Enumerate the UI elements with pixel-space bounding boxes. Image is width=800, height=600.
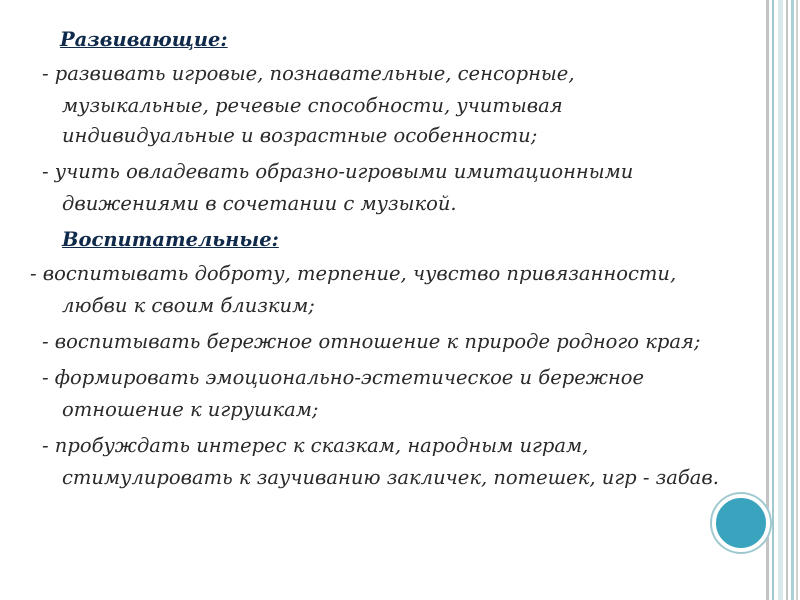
heading-educational: Воспитательные: (62, 228, 279, 251)
list-line: движениями в сочетании с музыкой. (62, 192, 457, 215)
list-line: - воспитывать доброту, терпение, чувство привязанности, (30, 262, 677, 285)
heading-developing: Развивающие: (60, 28, 228, 51)
list-line: - развивать игровые, познавательные, сенсорные, (42, 62, 575, 85)
list-line: индивидуальные и возрастные особенности; (62, 124, 538, 147)
frame-stripe (778, 0, 783, 600)
list-line: любви к своим близким; (62, 294, 315, 317)
frame-stripe (796, 0, 798, 600)
list-line: - воспитывать бережное отношение к природе родного края; (42, 330, 701, 353)
list-line: - учить овладевать образно-игровыми имитационными (42, 160, 634, 183)
list-line: музыкальные, речевые способности, учитывая (62, 94, 563, 117)
decorative-right-frame (762, 0, 800, 600)
list-line: стимулировать к заучиванию закличек, потешек, игр - забав. (62, 466, 719, 489)
list-line: - формировать эмоционально-эстетическое и бережное (42, 366, 645, 389)
frame-stripe (791, 0, 794, 600)
list-line: отношение к игрушкам; (62, 398, 319, 421)
frame-stripe (786, 0, 788, 600)
frame-stripe (772, 0, 774, 600)
list-line: - пробуждать интерес к сказкам, народным играм, (42, 434, 589, 457)
